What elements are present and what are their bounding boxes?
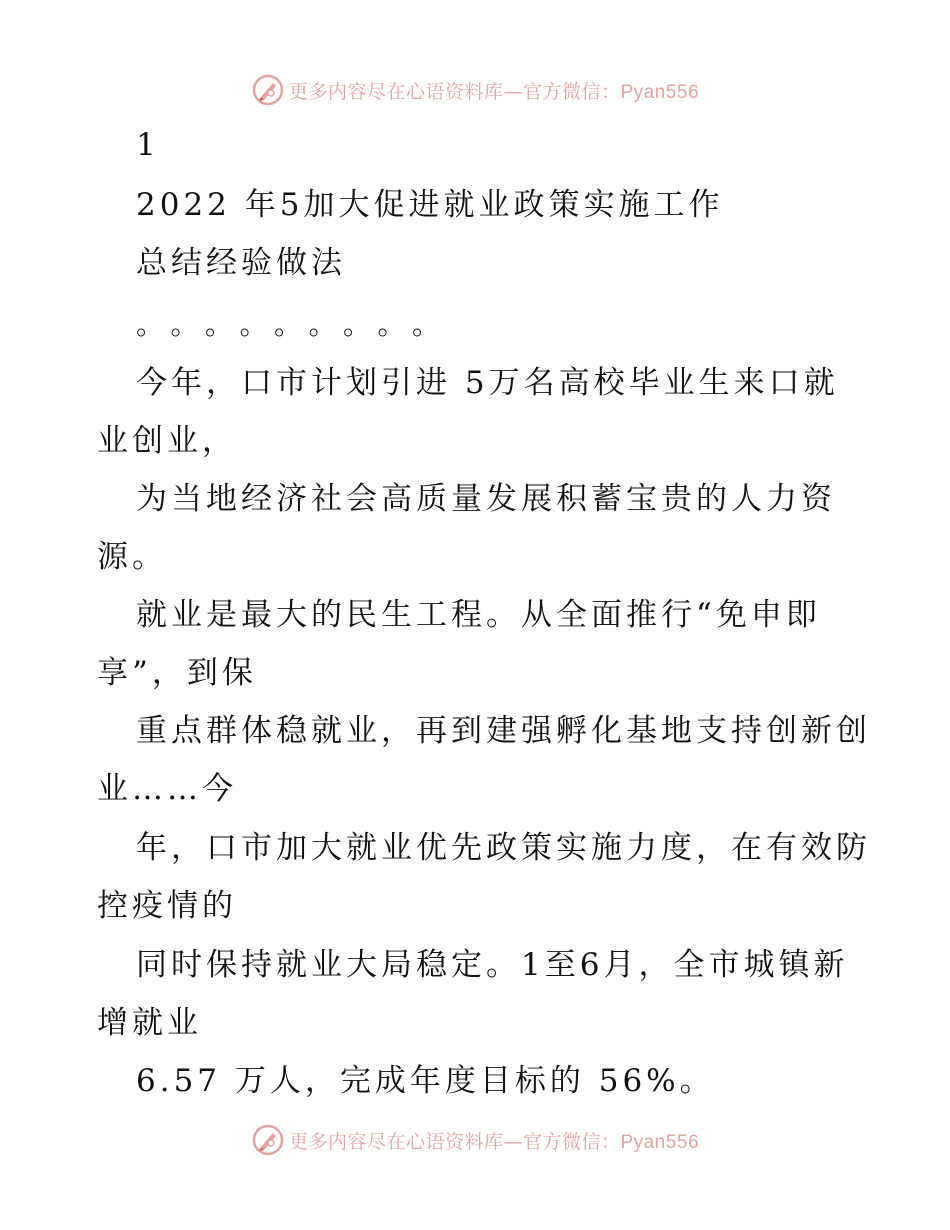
separator-dot: 。 xyxy=(239,308,268,341)
paragraph-line: 增就业 xyxy=(97,1005,202,1041)
paragraph-line: 今年，口市计划引进 5万名高校毕业生来口就 xyxy=(136,365,839,401)
paragraph-line: 同时保持就业大局稳定。1至6月，全市城镇新 xyxy=(136,947,849,983)
paragraph-line: 6.57 万人，完成年度目标的 56%。 xyxy=(136,1063,715,1099)
separator-dots xyxy=(136,305,447,345)
paragraph-line: 源。 xyxy=(97,539,167,575)
paragraph-line: 为当地经济社会高质量发展积蓄宝贵的人力资 xyxy=(136,481,836,517)
paragraph-line: 业创业， xyxy=(97,423,237,459)
watermark-header xyxy=(0,70,950,110)
paragraph-line: 年，口市加大就业优先政策实施力度，在有效防 xyxy=(136,830,871,866)
pen-logo-icon xyxy=(251,1123,285,1157)
watermark-wechat-id: Pyan556 xyxy=(620,1131,700,1153)
watermark-wechat-id: Pyan556 xyxy=(620,81,700,103)
separator-dot: 。 xyxy=(343,308,372,341)
paragraph-line: 控疫情的 xyxy=(97,888,237,924)
separator-dot: 。 xyxy=(308,308,337,341)
watermark-footer xyxy=(0,1120,950,1160)
separator-dot: 。 xyxy=(274,308,303,341)
separator-dot: 。 xyxy=(412,308,441,341)
pen-logo-icon xyxy=(251,73,285,107)
paragraph-line: 重点群体稳就业，再到建强孵化基地支持创新创 xyxy=(136,713,871,749)
document-title-line-1: 2022 年5加大促进就业政策实施工作 xyxy=(136,187,724,223)
document-title-line-2: 总结经验做法 xyxy=(136,245,346,281)
watermark-text: 更多内容尽在心语资料库—官方微信： xyxy=(288,80,621,103)
paragraph-line: 就业是最大的民生工程。从全面推行“免申即 xyxy=(136,597,821,633)
watermark-text: 更多内容尽在心语资料库—官方微信： xyxy=(288,1130,621,1153)
separator-dot: 。 xyxy=(136,308,165,341)
page-number: 1 xyxy=(136,127,160,163)
paragraph-line: 享”，到保 xyxy=(97,655,257,691)
separator-dot: 。 xyxy=(377,308,406,341)
paragraph-line: 业……今 xyxy=(97,771,237,807)
separator-dot: 。 xyxy=(205,308,234,341)
separator-dot: 。 xyxy=(170,308,199,341)
